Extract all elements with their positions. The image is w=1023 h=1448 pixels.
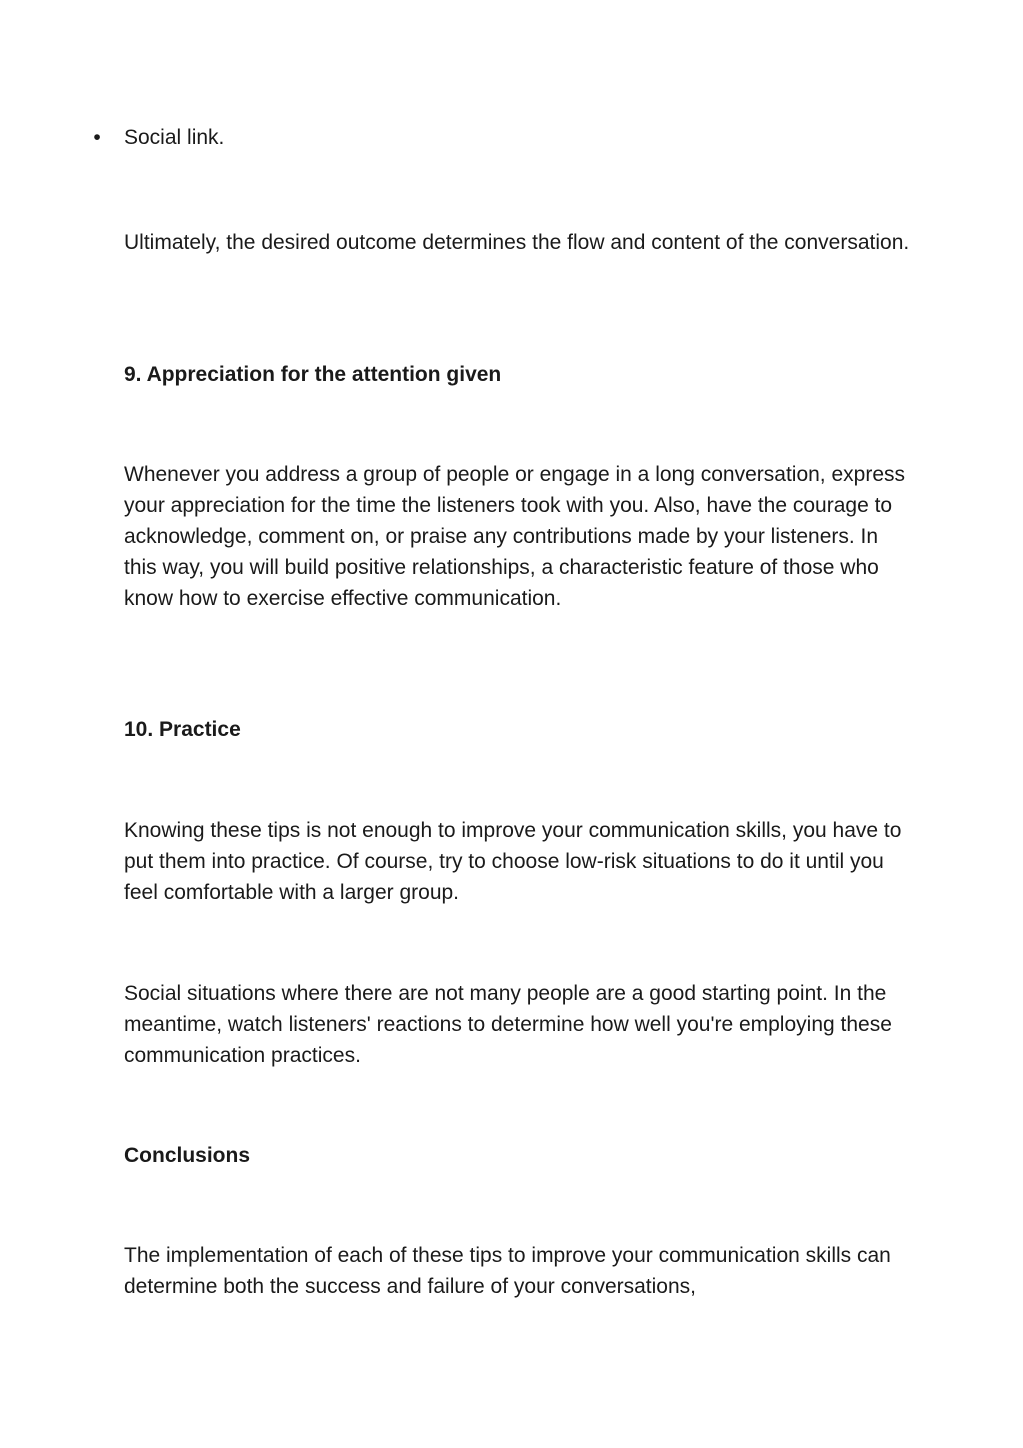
paragraph-practice-1: Knowing these tips is not enough to improve your communication skills, you have to put them into practice. Of course, try to choose low-risk situations to do it until you feel comfortable with a larger group. xyxy=(124,819,902,904)
heading-appreciation: 9. Appreciation for the attention given xyxy=(124,363,502,386)
paragraph-appreciation: Whenever you address a group of people or engage in a long conversation, express your appreciation for the time the listeners took with you. Also, have the courage to acknowledge, comment on, or praise any contributions made by your listeners. In this way, you will build positive relationships, a characteristic feature of those who know how to exercise effective communication. xyxy=(124,463,905,610)
list-item xyxy=(90,122,790,153)
paragraph-conclusions: The implementation of each of these tips to improve your communication skills can determine both the success and failure of your conversations, xyxy=(124,1244,891,1298)
paragraph-practice-2: Social situations where there are not many people are a good starting point. In the meantime, watch listeners' reactions to determine how well you're employing these communication practices. xyxy=(124,982,892,1067)
bullet-icon: • xyxy=(93,126,101,149)
paragraph-outcome: Ultimately, the desired outcome determines the flow and content of the conversation. xyxy=(124,231,910,254)
list-item-text: Social link. xyxy=(124,126,225,149)
heading-conclusions: Conclusions xyxy=(124,1144,251,1167)
heading-practice: 10. Practice xyxy=(124,718,241,741)
